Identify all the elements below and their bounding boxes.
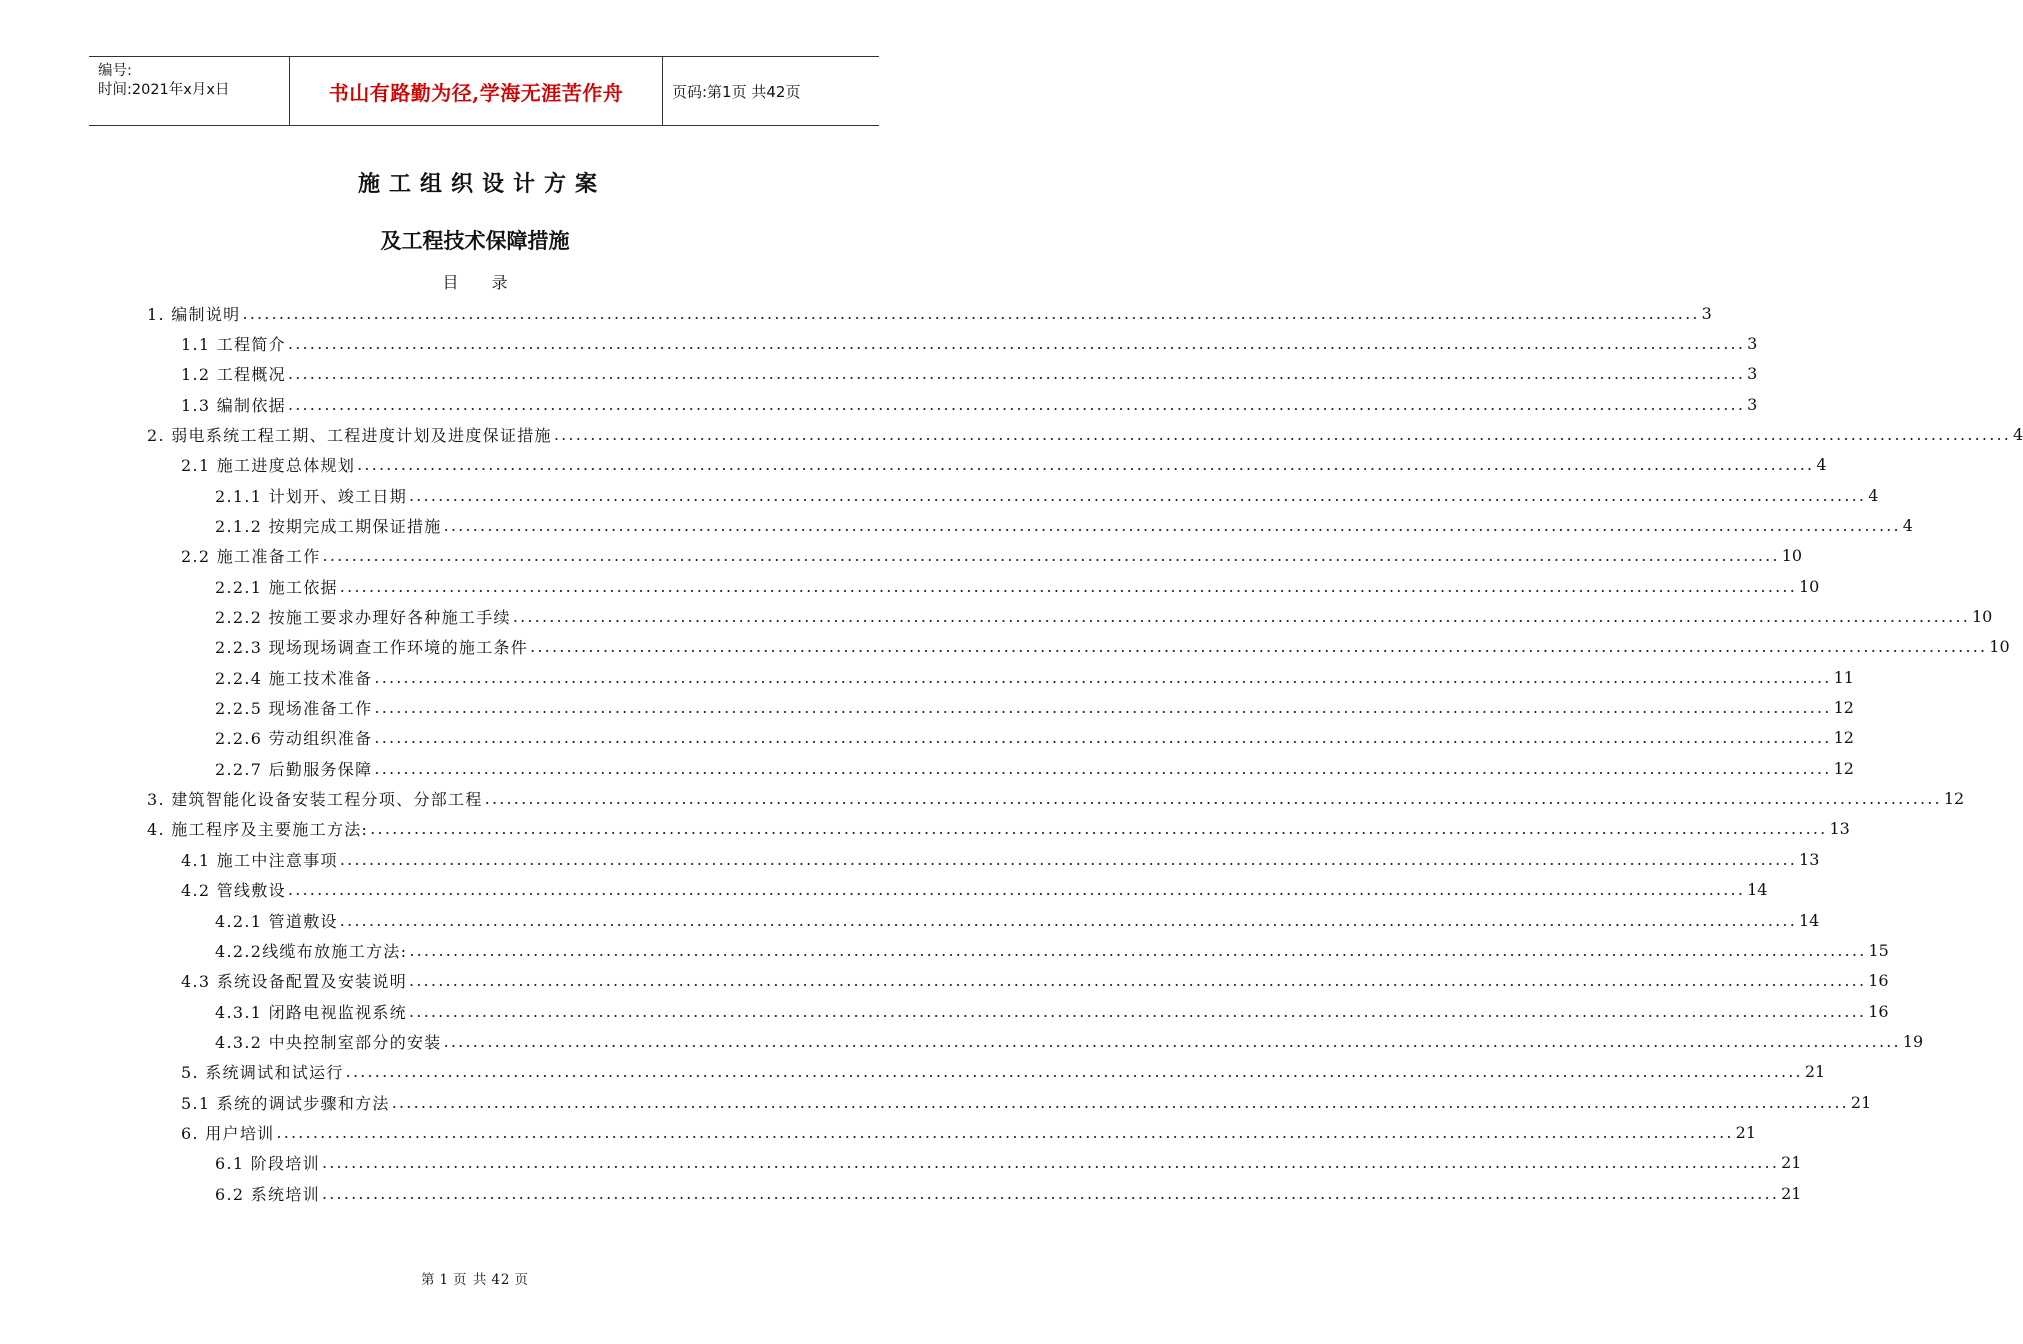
toc-entry-title: 4.2 管线敷设 (181, 881, 286, 901)
toc-entry-title: 2.1.1 计划开、竣工日期 (215, 486, 407, 506)
toc-entry[interactable] (0, 602, 1993, 632)
toc-dot-leader: ........................................................................................................................................................................................................ (287, 880, 1746, 900)
toc-entry-page: 3 (1747, 333, 1758, 353)
toc-entry-title: 2.2.4 施工技术准备 (215, 668, 373, 688)
toc-entry-title: 4. 施工程序及主要施工方法: (147, 820, 369, 840)
toc-dot-leader: ........................................................................................................................................................................................................ (391, 1092, 1849, 1112)
toc-entry-page: 21 (1781, 1183, 1802, 1203)
toc-dot-leader: ........................................................................................................................................................................................................ (409, 1001, 1867, 1021)
document-title: 施工组织设计方案 (357, 171, 606, 197)
toc-dot-leader: ........................................................................................................................................................................................................ (409, 971, 1867, 991)
toc-entry-title: 6. 用户培训 (181, 1123, 275, 1143)
toc-entry-page: 14 (1747, 880, 1768, 900)
toc-entry-page: 10 (1798, 576, 1820, 596)
toc-entry[interactable] (0, 844, 1820, 874)
toc-dot-leader: ........................................................................................................................................................................................................ (287, 333, 1746, 353)
toc-dot-leader: ........................................................................................................................................................................................................ (339, 576, 1797, 596)
toc-dot-leader: ........................................................................................................................................................................................................ (357, 455, 1815, 475)
toc-entry[interactable] (0, 723, 1854, 753)
toc-entry-title: 2.1 施工进度总体规划 (181, 456, 356, 476)
toc-entry[interactable] (0, 662, 1854, 692)
document-subtitle: 及工程技术保障措施 (380, 228, 570, 253)
toc-entry-page: 21 (1804, 1062, 1826, 1082)
toc-entry[interactable] (0, 935, 1889, 965)
toc-dot-leader: ........................................................................................................................................................................................................ (409, 485, 1867, 505)
footer-suffix: 页 (514, 1272, 530, 1288)
toc-entry-title: 4.2.1 管道敷设 (215, 911, 338, 931)
toc-entry[interactable] (0, 1026, 1924, 1056)
toc-dot-leader: ........................................................................................................................................................................................................ (345, 1062, 1803, 1082)
toc-entry-title: 2.2.6 劳动组织准备 (215, 729, 373, 749)
toc-entry-title: 2.2.5 现场准备工作 (215, 699, 373, 719)
toc-entry[interactable] (0, 1117, 1756, 1147)
toc-dot-leader: ........................................................................................................................................................................................................ (287, 394, 1746, 414)
toc-dot-leader: ........................................................................................................................................................................................................ (484, 789, 1942, 809)
toc-entry-page: 4 (1902, 515, 1913, 535)
toc-entry-title: 5. 系统调试和试运行 (181, 1063, 344, 1083)
toc-entry-title: 4.3.2 中央控制室部分的安装 (215, 1032, 442, 1052)
toc-entry-page: 4 (2013, 424, 2023, 444)
toc-entry[interactable] (0, 389, 1758, 419)
toc-entry-title: 2.1.2 按期完成工期保证措施 (215, 516, 442, 536)
toc-entry[interactable] (0, 1148, 1802, 1178)
toc-entry[interactable] (0, 1057, 1826, 1087)
toc-entry-title: 1.1 工程简介 (181, 334, 286, 354)
toc-entry-page: 21 (1781, 1153, 1802, 1173)
toc-entry-title: 2.2 施工准备工作 (181, 547, 321, 567)
toc-entry-title: 4.1 施工中注意事项 (181, 850, 338, 870)
toc-entry-page: 21 (1735, 1122, 1756, 1142)
toc-dot-leader: ........................................................................................................................................................................................................ (339, 910, 1797, 930)
toc-dot-leader: ........................................................................................................................................................................................................ (512, 607, 1970, 626)
toc-entry[interactable] (0, 996, 1889, 1026)
toc-entry-page: 16 (1868, 1001, 1889, 1021)
toc-dot-leader: ........................................................................................................................................................................................................ (339, 849, 1798, 869)
toc-dot-leader: ........................................................................................................................................................................................................ (443, 515, 1901, 535)
header-meta (89, 57, 290, 125)
toc-dot-leader: ........................................................................................................................................................................................................ (370, 819, 1828, 839)
footer-prefix: 第 (420, 1272, 436, 1288)
toc-entry-title: 4.2.2线缆布放施工方法: (215, 941, 408, 961)
toc-entry-title: 2. 弱电系统工程工期、工程进度计划及进度保证措施 (147, 425, 552, 445)
toc-entry-page: 3 (1747, 394, 1758, 414)
toc-entry-page: 13 (1829, 819, 1850, 839)
toc-entry-title: 1. 编制说明 (147, 304, 241, 324)
toc-entry-title: 4.3 系统设备配置及安装说明 (181, 972, 408, 992)
page-footer (0, 1268, 950, 1288)
toc-entry-page: 3 (1701, 303, 1712, 323)
toc-entry-title: 6.1 阶段培训 (215, 1154, 320, 1174)
toc-entry-page: 21 (1850, 1092, 1872, 1112)
toc-dot-leader: ........................................................................................................................................................................................................ (322, 546, 1780, 566)
toc-entry-page: 3 (1747, 364, 1758, 384)
toc-entry[interactable] (0, 814, 1850, 844)
toc-entry[interactable] (0, 359, 1758, 389)
toc-entry[interactable] (0, 571, 1820, 601)
toc-entry-page: 12 (1833, 698, 1854, 718)
toc-entry[interactable] (0, 480, 1879, 510)
toc-entry-title: 1.2 工程概况 (181, 365, 286, 385)
toc-entry-title: 5.1 系统的调试步骤和方法 (181, 1093, 390, 1113)
toc-dot-leader: ........................................................................................................................................................................................................ (321, 1153, 1780, 1173)
toc-dot-leader: ........................................................................................................................................................................................................ (287, 364, 1746, 384)
toc-entry-page: 15 (1868, 940, 1889, 960)
toc-entry-page: 14 (1798, 910, 1820, 930)
toc-entry-page: 11 (1833, 667, 1854, 687)
toc-entry[interactable] (0, 693, 1854, 723)
toc-entry-title: 2.2.1 施工依据 (215, 577, 338, 597)
toc-heading: 目 录 (442, 273, 522, 292)
toc-dot-leader: ........................................................................................................................................................................................................ (242, 303, 1700, 323)
toc-dot-leader: ........................................................................................................................................................................................................ (409, 940, 1867, 960)
header-page-label: 页码:第1页 共42页 (672, 82, 801, 101)
toc-entry-title: 3. 建筑智能化设备安装工程分项、分部工程 (147, 790, 483, 810)
toc-entry[interactable] (0, 450, 1827, 480)
toc-entry[interactable] (0, 328, 1758, 358)
toc-entry[interactable] (0, 1087, 1872, 1117)
document-time-label: 时间:2021年x月x日 (98, 82, 230, 98)
toc-entry-title: 4.3.1 闭路电视监视系统 (215, 1002, 407, 1022)
toc-entry-page: 12 (1833, 728, 1854, 748)
toc-entry-page: 19 (1902, 1031, 1924, 1051)
toc-entry[interactable] (0, 510, 1913, 540)
toc-dot-leader: ........................................................................................................................................................................................................ (321, 1183, 1780, 1203)
toc-entry[interactable] (0, 905, 1820, 935)
toc-entry-page: 4 (1868, 485, 1879, 505)
toc-entry[interactable] (0, 419, 2023, 449)
toc-entry-title: 6.2 系统培训 (215, 1184, 320, 1204)
toc-entry-page: 10 (1972, 607, 1993, 626)
toc-entry[interactable] (0, 1178, 1802, 1208)
footer-middle: 页 共 (453, 1272, 488, 1288)
toc-entry-page: 13 (1799, 849, 1820, 869)
toc-dot-leader: ........................................................................................................................................................................................................ (374, 728, 1832, 748)
toc-entry-title: 2.2.7 后勤服务保障 (215, 759, 373, 779)
toc-entry-page: 12 (1943, 789, 1965, 809)
toc-dot-leader: ........................................................................................................................................................................................................ (530, 637, 1988, 657)
footer-total-pages: 42 (491, 1272, 511, 1288)
toc-dot-leader: ........................................................................................................................................................................................................ (374, 758, 1832, 778)
toc-entry-page: 12 (1833, 758, 1854, 778)
toc-entry-page: 10 (1989, 637, 2010, 657)
page-header (89, 56, 879, 126)
toc-entry-title: 2.2.3 现场现场调查工作环境的施工条件 (215, 638, 529, 658)
toc-entry[interactable] (0, 784, 1965, 814)
footer-current-page: 1 (439, 1272, 450, 1288)
toc-dot-leader: ........................................................................................................................................................................................................ (374, 698, 1832, 718)
toc-dot-leader: ........................................................................................................................................................................................................ (553, 424, 2012, 444)
toc-entry-page: 10 (1781, 546, 1803, 566)
toc-dot-leader: ........................................................................................................................................................................................................ (374, 667, 1832, 687)
toc-entry[interactable] (0, 541, 1803, 571)
toc-entry[interactable] (0, 966, 1889, 996)
toc-entry[interactable] (0, 753, 1854, 783)
toc-entry[interactable] (0, 298, 1712, 328)
toc-entry-title: 2.2.2 按施工要求办理好各种施工手续 (215, 608, 511, 627)
toc-dot-leader: ........................................................................................................................................................................................................ (276, 1122, 1734, 1142)
toc-entry[interactable] (0, 632, 2010, 662)
toc-dot-leader: ........................................................................................................................................................................................................ (443, 1031, 1901, 1051)
toc-entry-page: 16 (1868, 971, 1889, 991)
header-motto: 书山有路勤为径,学海无涯苦作舟 (290, 57, 663, 125)
toc-entry[interactable] (0, 875, 1768, 905)
toc-entry-page: 4 (1816, 455, 1827, 475)
toc-entry-title: 1.3 编制依据 (181, 395, 286, 415)
document-number-label: 编号: (98, 63, 132, 79)
